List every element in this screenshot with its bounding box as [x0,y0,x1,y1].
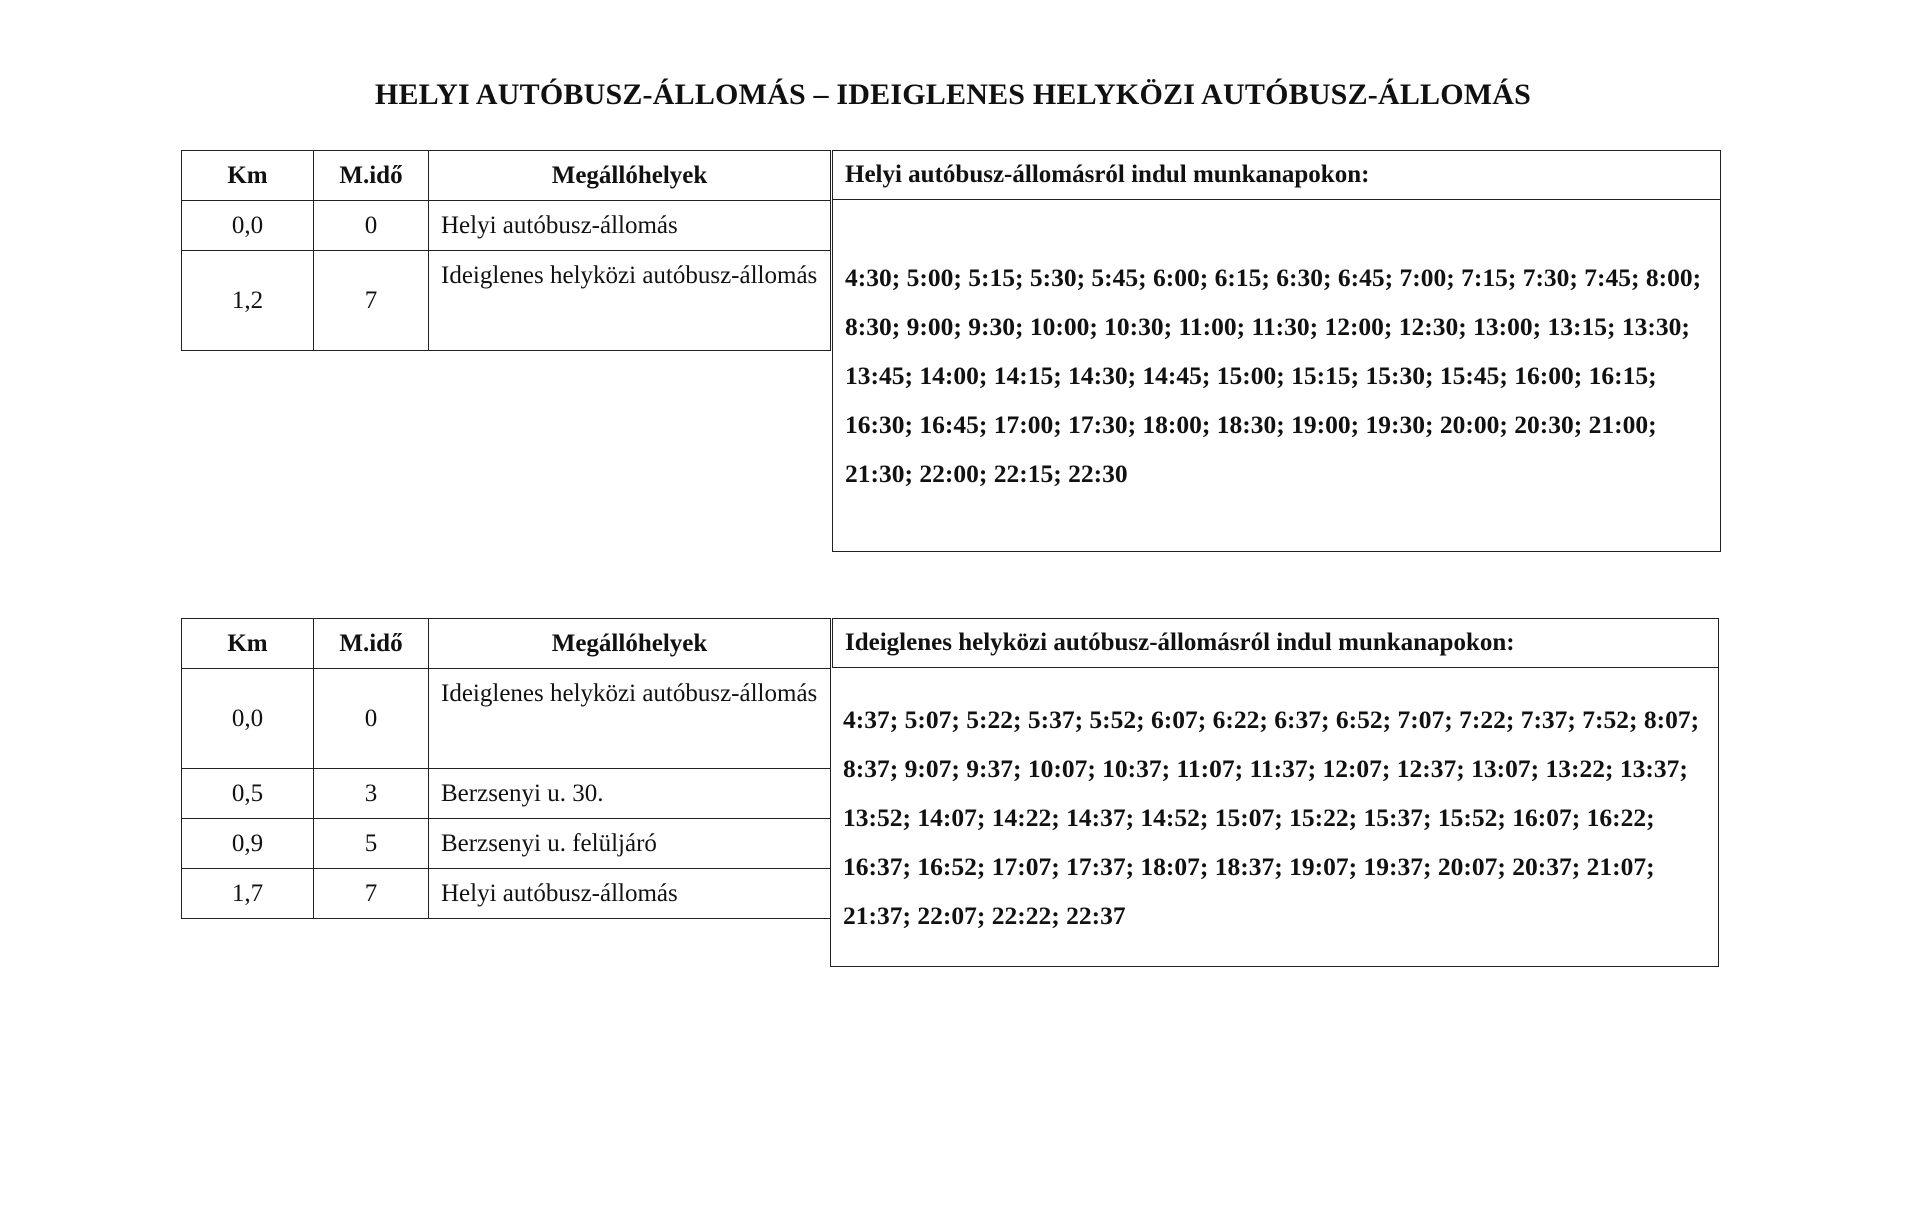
row-km: 0,9 [182,819,314,869]
row-km: 0,5 [182,769,314,819]
route2-departures-box [830,668,1719,967]
table-row [182,769,831,819]
row-time: 3 [314,769,429,819]
row-time: 0 [314,669,429,769]
row-stop: Helyi autóbusz-állomás [429,869,831,919]
route1-stops-header: Megállóhelyek [429,151,831,201]
route1-departure-times: 4:30; 5:00; 5:15; 5:30; 5:45; 6:00; 6:15; 6:30; 6:45; 7:00; 7:15; 7:30; 7:45; 8:00; 8:30; 9:00; 9:30; 10:00; 10:30; 11:00; 11:30; 12:00; 12:30; 13:00; 13:15; 13:30; 13:45; 14:00; 14:15; 14:30; 14:45; 15:00; 15:15; 15:30; 15:45; 16:00; 16:15; 16:30; 16:45; 17:00; 17:30; 18:00; 18:30; 19:00; 19:30; 20:00; 20:30; 21:00; 21:30; 22:00; 22:15; 22:30 [845,263,1702,488]
route2-km-header: Km [182,619,314,669]
row-km: 0,0 [182,669,314,769]
table-row [182,869,831,919]
route1-stops-table [181,150,831,351]
row-km: 1,7 [182,869,314,919]
row-time: 7 [314,869,429,919]
row-stop: Berzsenyi u. 30. [429,769,831,819]
row-stop: Ideiglenes helyközi autóbusz-állomás [429,251,831,351]
document-title: HELYI AUTÓBUSZ-ÁLLOMÁS – IDEIGLENES HELYKÖZI AUTÓBUSZ-ÁLLOMÁS [374,78,1532,111]
table-row [182,201,831,251]
route1-departures-heading: Helyi autóbusz-állomásról indul munkanapokon: [832,150,1721,200]
row-km: 1,2 [182,251,314,351]
route2-time-header: M.idő [314,619,429,669]
route1-departures-box [832,200,1721,552]
row-km: 0,0 [182,201,314,251]
route2-departures-heading: Ideiglenes helyközi autóbusz-állomásról indul munkanapokon: [832,618,1719,668]
table-row [182,251,831,351]
row-time: 5 [314,819,429,869]
route1-km-header: Km [182,151,314,201]
route2-departure-times: 4:37; 5:07; 5:22; 5:37; 5:52; 6:07; 6:22; 6:37; 6:52; 7:07; 7:22; 7:37; 7:52; 8:07; 8:37; 9:07; 9:37; 10:07; 10:37; 11:07; 11:37; 12:07; 12:37; 13:07; 13:22; 13:37; 13:52; 14:07; 14:22; 14:37; 14:52; 15:07; 15:22; 15:37; 15:52; 16:07; 16:22; 16:37; 16:52; 17:07; 17:37; 18:07; 18:37; 19:07; 19:37; 20:07; 20:37; 21:07; 21:37; 22:07; 22:22; 22:37 [843,704,1700,930]
table-row [182,669,831,769]
route2-stops-table [181,618,831,919]
table-row [182,819,831,869]
route1-time-header: M.idő [314,151,429,201]
row-stop: Berzsenyi u. felüljáró [429,819,831,869]
row-time: 0 [314,201,429,251]
route2-stops-header: Megállóhelyek [429,619,831,669]
row-time: 7 [314,251,429,351]
row-stop: Helyi autóbusz-állomás [429,201,831,251]
row-stop: Ideiglenes helyközi autóbusz-állomás [429,669,831,769]
